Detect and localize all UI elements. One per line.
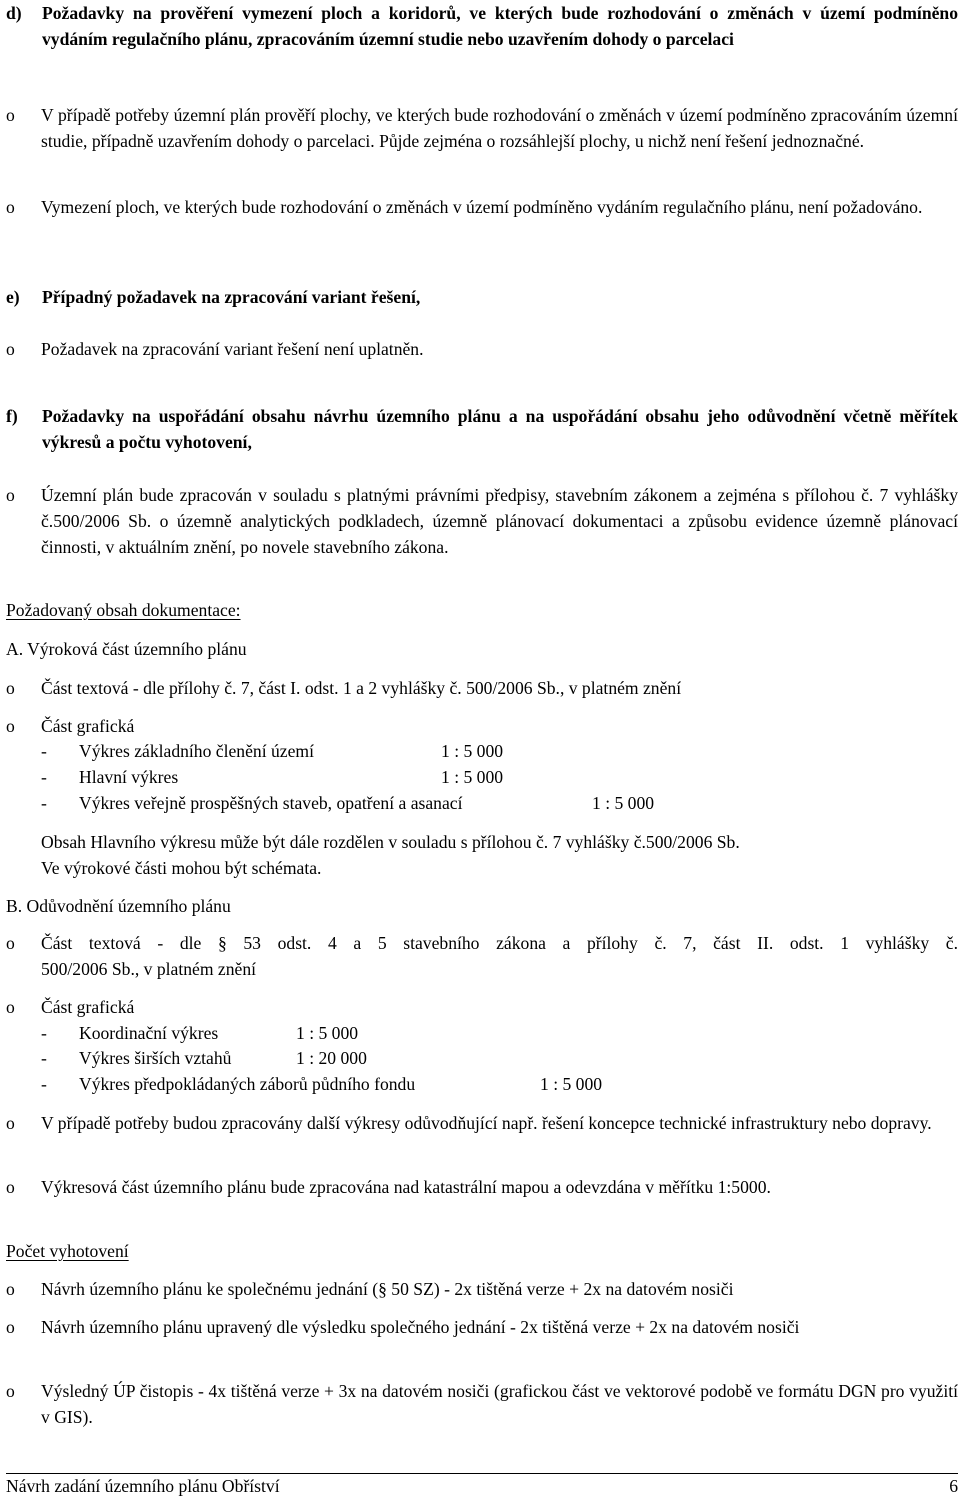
drawing-row [6, 1020, 960, 1046]
part-b-item-2: Výkresová část územního plánu bude zpracována nad katastrální mapou a odevzdána v měřítku 1:5000. [41, 1177, 771, 1197]
drawing-name: Výkres předpokládaných záborů půdního fondu [79, 1074, 416, 1094]
bullet-marker: o [6, 1317, 15, 1337]
drawing-name: Výkres veřejně prospěšných staveb, opatření a asanací [79, 793, 463, 813]
drawing-scale: 1 : 5 000 [441, 767, 504, 787]
part-a-text-item: Část textová - dle přílohy č. 7, část I. odst. 1 a 2 vyhlášky č. 500/2006 Sb., v platném znění [41, 678, 682, 698]
section-e-label: e) [6, 287, 20, 307]
list-item [6, 1110, 958, 1136]
dash-marker: - [41, 741, 47, 761]
list-item [6, 102, 958, 154]
section-f-item-1: Územní plán bude zpracován v souladu s platnými právními předpisy, stavebním zákonem a zejména s přílohou č. 7 vyhlášky č.500/2006 Sb. o územně analytických podkladech, územně plánovací dokumentaci a způsobu evidence územně plánovací činnosti, v aktuálním znění, po novele stavebního zákona. [41, 485, 958, 557]
required-content-heading: Požadovaný obsah dokumentace: [6, 600, 241, 620]
list-item [6, 1174, 958, 1200]
section-f-heading [6, 403, 958, 455]
dash-marker: - [41, 1023, 47, 1043]
list-item [6, 336, 958, 362]
bullet-marker: o [6, 678, 15, 698]
drawing-row [6, 790, 960, 816]
part-b-heading: B. Odůvodnění územního plánu [6, 896, 231, 916]
bullet-marker: o [6, 197, 15, 217]
drawing-name: Hlavní výkres [79, 767, 179, 787]
list-item [6, 194, 958, 220]
dash-marker: - [41, 1048, 47, 1068]
part-b-graphic-item: Část grafická [41, 997, 135, 1017]
section-f-label: f) [6, 406, 18, 426]
list-item [6, 994, 958, 1020]
bullet-marker: o [6, 997, 15, 1017]
section-d-label: d) [6, 3, 22, 23]
drawing-scale: 1 : 5 000 [540, 1074, 603, 1094]
bullet-marker: o [6, 1381, 15, 1401]
section-d-item-2: Vymezení ploch, ve kterých bude rozhodování o změnách v území podmíněno vydáním regulačního plánu, není požadováno. [41, 197, 923, 217]
section-f-title: Požadavky na uspořádání obsahu návrhu územního plánu a na uspořádání obsahu jeho odůvodnění včetně měřítek výkresů a počtu vyhotovení, [42, 406, 958, 452]
copies-heading: Počet vyhotovení [6, 1241, 129, 1261]
bullet-marker: o [6, 339, 15, 359]
drawing-name: Výkres širších vztahů [79, 1048, 232, 1068]
drawing-name: Koordinační výkres [79, 1023, 219, 1043]
list-item [6, 482, 958, 560]
part-a-graphic-item: Část grafická [41, 716, 135, 736]
bullet-marker: o [6, 105, 15, 125]
page-footer [6, 1473, 958, 1498]
drawing-scale: 1 : 20 000 [296, 1048, 367, 1068]
dash-marker: - [41, 767, 47, 787]
list-item [6, 1276, 958, 1302]
footer-title: Návrh zadání územního plánu Obříství [6, 1476, 280, 1496]
section-e-title: Případný požadavek na zpracování variant řešení, [42, 287, 421, 307]
dash-marker: - [41, 793, 47, 813]
part-b-text-item-line-2: 500/2006 Sb., v platném znění [41, 959, 257, 979]
copies-item-3: Výsledný ÚP čistopis - 4x tištěná verze + 3x na datovém nosiči (grafickou část ve vektorové podobě ve formátu DGN pro využití v GIS). [41, 1381, 958, 1427]
list-item [6, 1378, 958, 1430]
list-item [6, 930, 958, 982]
dash-marker: - [41, 1074, 47, 1094]
page-number: 6 [949, 1476, 958, 1496]
drawing-row [6, 764, 960, 790]
part-a-note-1: Obsah Hlavního výkresu může být dále rozdělen v souladu s přílohou č. 7 vyhlášky č.500/2006 Sb. [41, 832, 740, 852]
drawing-row [6, 738, 960, 764]
drawing-scale: 1 : 5 000 [441, 741, 504, 761]
bullet-marker: o [6, 485, 15, 505]
copies-item-1: Návrh územního plánu ke společnému jednání (§ 50 SZ) - 2x tištěná verze + 2x na datovém nosiči [41, 1279, 734, 1299]
drawing-name: Výkres základního členění území [79, 741, 314, 761]
section-d-heading [6, 0, 958, 52]
bullet-marker: o [6, 1177, 15, 1197]
bullet-marker: o [6, 1113, 15, 1133]
section-d-title: Požadavky na prověření vymezení ploch a koridorů, ve kterých bude rozhodování o změnách v území podmíněno vydáním regulačního plánu, zpracováním územní studie nebo uzavřením dohody o parcelaci [42, 3, 958, 49]
part-b-text-item [41, 930, 958, 982]
bullet-marker: o [6, 933, 15, 953]
part-b-item-1: V případě potřeby budou zpracovány další výkresy odůvodňující např. řešení koncepce technické infrastruktury nebo dopravy. [41, 1113, 932, 1133]
section-d-item-1: V případě potřeby územní plán prověří plochy, ve kterých bude rozhodování o změnách v území podmíněno zpracováním územní studie, případně uzavřením dohody o parcelaci. Půjde zejména o rozsáhlejší plochy, u nichž není řešení jednoznačné. [41, 105, 958, 151]
section-e-heading [6, 284, 958, 310]
drawing-row [6, 1071, 960, 1097]
copies-item-2: Návrh územního plánu upravený dle výsledku společného jednání - 2x tištěná verze + 2x na datovém nosiči [41, 1317, 800, 1337]
list-item [6, 713, 958, 739]
list-item [6, 675, 958, 701]
part-a-heading: A. Výroková část územního plánu [6, 639, 247, 659]
part-b-text-item-line-1: Část textová - dle § 53 odst. 4 a 5 stavebního zákona a přílohy č. 7, část II. odst. 1 vyhlášky č. [41, 933, 958, 953]
part-a-note-2: Ve výrokové části mohou být schémata. [41, 858, 322, 878]
section-e-item-1: Požadavek na zpracování variant řešení není uplatněn. [41, 339, 424, 359]
drawing-scale: 1 : 5 000 [296, 1023, 359, 1043]
drawing-scale: 1 : 5 000 [592, 793, 655, 813]
list-item [6, 1314, 958, 1340]
bullet-marker: o [6, 1279, 15, 1299]
drawing-row [6, 1045, 960, 1071]
bullet-marker: o [6, 716, 15, 736]
